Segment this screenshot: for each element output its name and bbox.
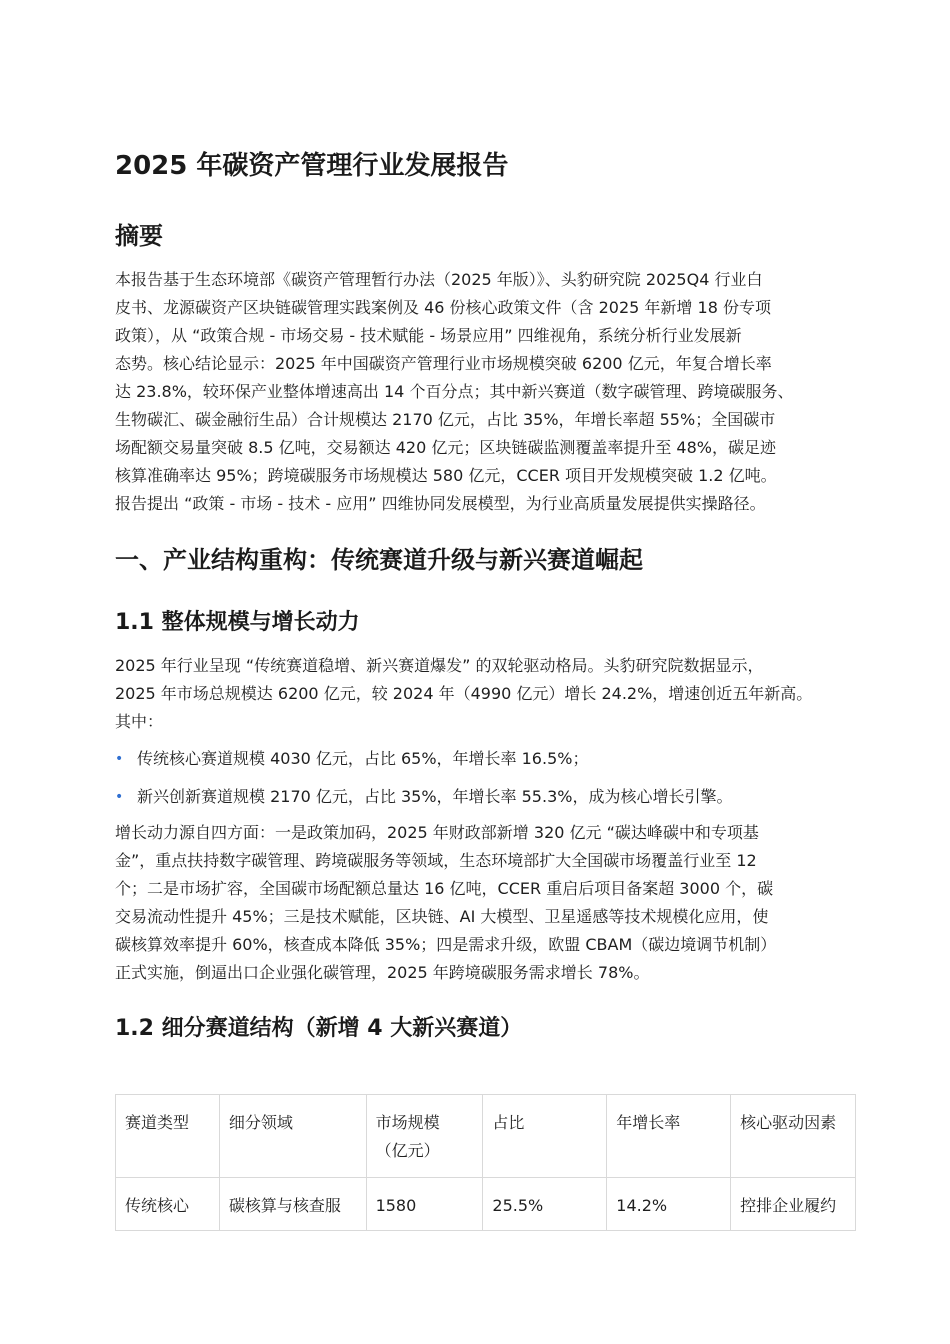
list-item bbox=[115, 783, 732, 811]
section1-heading: 一、产业结构重构：传统赛道升级与新兴赛道崛起 bbox=[115, 546, 643, 574]
abstract-line: 核算准确率达 95%；跨境碳服务市场规模达 580 亿元，CCER 项目开发规模突破 1.2 亿吨。 bbox=[115, 466, 777, 485]
bullet-text: 传统核心赛道规模 4030 亿元，占比 65%，年增长率 16.5%； bbox=[137, 749, 589, 768]
section1-2-heading: 1.2 细分赛道结构（新增 4 大新兴赛道） bbox=[115, 1016, 523, 1041]
table-header-cell: 核心驱动因素 bbox=[731, 1095, 856, 1178]
bullet-text: 新兴创新赛道规模 2170 亿元，占比 35%，年增长率 55.3%，成为核心增长引擎。 bbox=[137, 787, 733, 806]
abstract-line: 达 23.8%，较环保产业整体增速高出 14 个百分点；其中新兴赛道（数字碳管理、跨境碳服务、 bbox=[115, 382, 794, 401]
table-header-cell: 赛道类型 bbox=[116, 1095, 220, 1178]
bullet-dot-icon: • bbox=[115, 751, 124, 767]
abstract-line: 皮书、龙源碳资产区块链碳管理实践案例及 46 份核心政策文件（含 2025 年新增 18 份专项 bbox=[115, 298, 771, 317]
table-cell: 25.5% bbox=[483, 1178, 607, 1231]
report-title: 2025 年碳资产管理行业发展报告 bbox=[115, 151, 509, 181]
abstract-heading: 摘要 bbox=[115, 222, 163, 250]
intro-line: 其中： bbox=[115, 712, 164, 731]
drivers-line: 交易流动性提升 45%；三是技术赋能，区块链、AI 大模型、卫星遥感等技术规模化应用，使 bbox=[115, 907, 769, 926]
drivers-line: 正式实施，倒逼出口企业强化碳管理，2025 年跨境碳服务需求增长 78%。 bbox=[115, 963, 650, 982]
table-row bbox=[116, 1178, 856, 1231]
abstract-line: 报告提出 “政策 - 市场 - 技术 - 应用” 四维协同发展模型，为行业高质量发展提供实操路径。 bbox=[115, 494, 766, 513]
drivers-line: 个；二是市场扩容，全国碳市场配额总量达 16 亿吨，CCER 重启后项目备案超 3000 个，碳 bbox=[115, 879, 774, 898]
abstract-body bbox=[115, 266, 850, 518]
segment-bullet-list bbox=[115, 745, 732, 821]
table-header-cell bbox=[366, 1095, 483, 1178]
table-header-cell: 占比 bbox=[483, 1095, 607, 1178]
abstract-line: 政策），从 “政策合规 - 市场交易 - 技术赋能 - 场景应用” 四维视角，系统分析行业发展新 bbox=[115, 326, 742, 345]
bullet-dot-icon: • bbox=[115, 789, 124, 805]
table-header-cell: 年增长率 bbox=[607, 1095, 731, 1178]
section1-1-heading: 1.1 整体规模与增长动力 bbox=[115, 610, 360, 635]
intro-line: 2025 年行业呈现 “传统赛道稳增、新兴赛道爆发” 的双轮驱动格局。头豹研究院数据显示， bbox=[115, 656, 764, 675]
growth-drivers-paragraph bbox=[115, 819, 850, 987]
list-item bbox=[115, 745, 732, 773]
abstract-line: 场配额交易量突破 8.5 亿吨，交易额达 420 亿元；区块链碳监测覆盖率提升至 48%，碳足迹 bbox=[115, 438, 776, 457]
table-cell: 传统核心 bbox=[116, 1178, 220, 1231]
table-header-cell: 细分领域 bbox=[219, 1095, 366, 1178]
abstract-line: 态势。核心结论显示：2025 年中国碳资产管理行业市场规模突破 6200 亿元，年复合增长率 bbox=[115, 354, 772, 373]
drivers-line: 碳核算效率提升 60%，核查成本降低 35%；四是需求升级，欧盟 CBAM（碳边境调节机制） bbox=[115, 935, 777, 954]
table-cell: 14.2% bbox=[607, 1178, 731, 1231]
table-cell: 碳核算与核查服 bbox=[219, 1178, 366, 1231]
abstract-line: 生物碳汇、碳金融衍生品）合计规模达 2170 亿元，占比 35%，年增长率超 55%；全国碳市 bbox=[115, 410, 776, 429]
header-line: 市场规模 bbox=[375, 1113, 440, 1132]
table-header-row bbox=[116, 1095, 856, 1178]
header-line: （亿元） bbox=[375, 1141, 440, 1160]
table-cell: 控排企业履约 bbox=[731, 1178, 856, 1231]
segment-table bbox=[115, 1094, 856, 1231]
section1-1-intro bbox=[115, 652, 850, 736]
drivers-line: 增长动力源自四方面：一是政策加码，2025 年财政部新增 320 亿元 “碳达峰碳中和专项基 bbox=[115, 823, 759, 842]
drivers-line: 金”，重点扶持数字碳管理、跨境碳服务等领域，生态环境部扩大全国碳市场覆盖行业至 12 bbox=[115, 851, 757, 870]
abstract-line: 本报告基于生态环境部《碳资产管理暂行办法（2025 年版）》、头豹研究院 2025Q4 行业白 bbox=[115, 270, 763, 289]
intro-line: 2025 年市场总规模达 6200 亿元，较 2024 年（4990 亿元）增长 24.2%，增速创近五年新高。 bbox=[115, 684, 813, 703]
table-cell: 1580 bbox=[366, 1178, 483, 1231]
